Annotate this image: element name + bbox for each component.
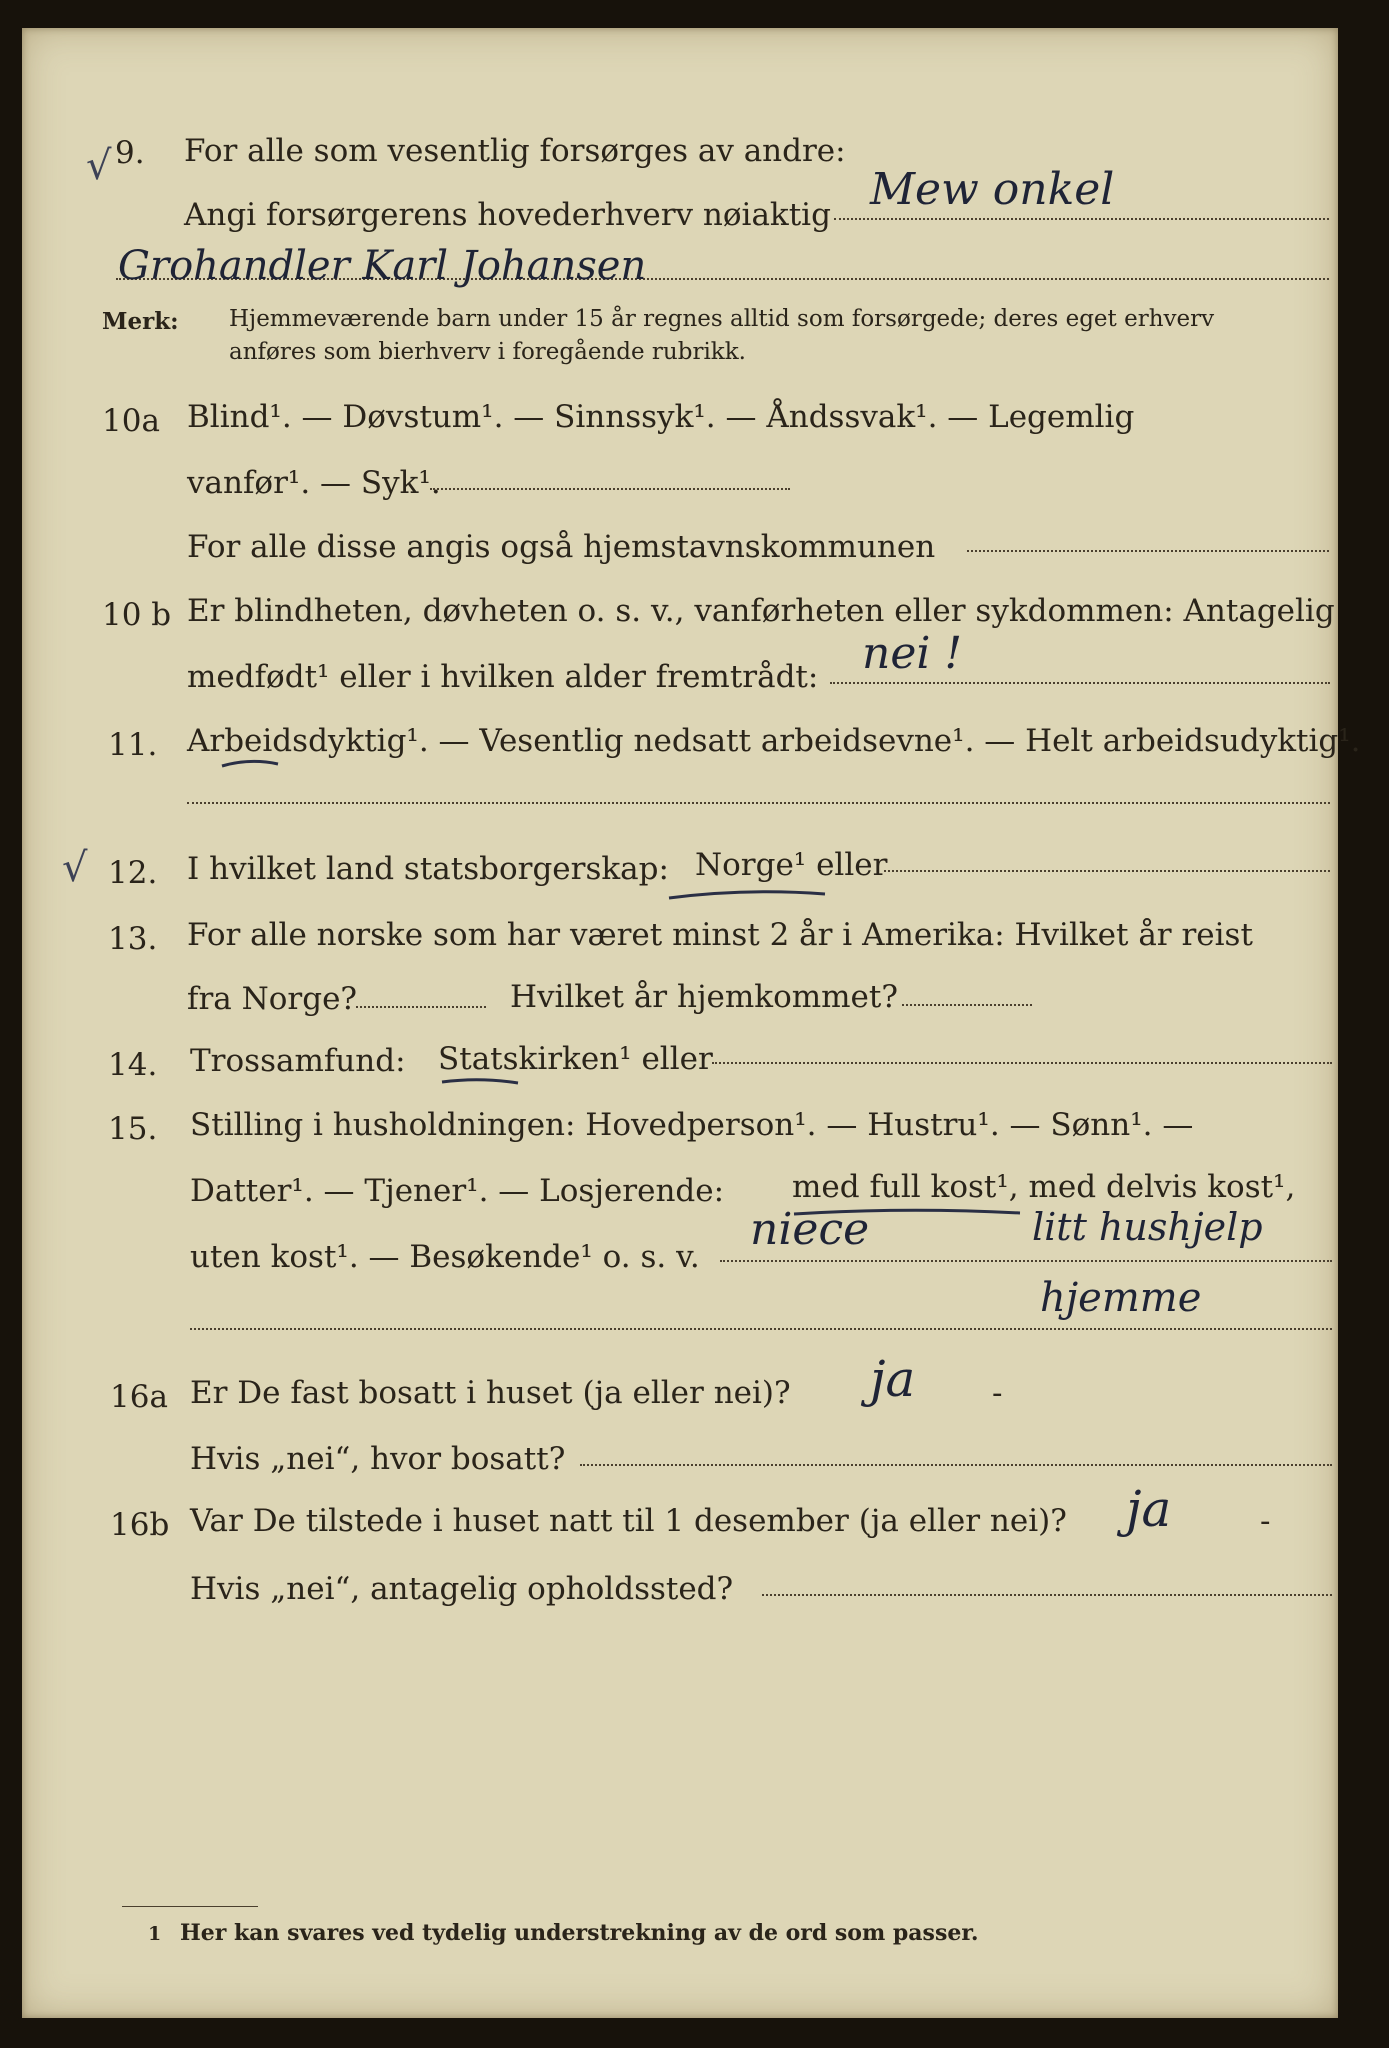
q11-line1: Arbeidsdyktig¹. — Vesentlig nedsatt arbeidsevne¹. — Helt arbeidsudyktig¹.: [187, 723, 1361, 759]
q15-line2-b: med full kost¹, med delvis kost¹,: [792, 1169, 1296, 1205]
footnote-mark: 1: [148, 1923, 162, 1945]
q15-handwritten-answer2: litt hushjelp: [1032, 1205, 1263, 1249]
q12-underline-mark: [667, 884, 827, 904]
q16b-line1: Var De tilstede i huset natt til 1 desember (ja eller nei)?: [190, 1503, 1067, 1539]
q14-underline-mark: [440, 1074, 520, 1088]
q14-answer-line: [712, 1062, 1332, 1064]
q16a-line1: Er De fast bosatt i huset (ja eller nei)?: [190, 1375, 791, 1411]
q13-departure-line: [356, 1006, 486, 1008]
q16a-answer-line: [580, 1464, 1332, 1466]
q16b-answer-dash: -: [1260, 1503, 1271, 1539]
q16a-number: 16a: [110, 1379, 168, 1415]
q15-handwritten-answer1: niece: [750, 1204, 870, 1255]
q9-handwritten-answer2: Grohandler Karl Johansen: [118, 243, 647, 289]
q10a-home-line: [967, 550, 1329, 552]
q10a-line2: vanfør¹. — Syk¹.: [187, 465, 441, 501]
q12-text-a: I hvilket land statsborgerskap:: [187, 851, 669, 887]
q9-line1: For alle som vesentlig forsørges av andre:: [184, 133, 846, 169]
q16a-line2: Hvis „nei“, hvor bosatt?: [190, 1441, 566, 1477]
q12-text-b: Norge¹ eller: [695, 847, 888, 883]
q15-answer-line: [720, 1260, 1332, 1262]
footnote-text: Her kan svares ved tydelig understrekning av de ord som passer.: [180, 1920, 979, 1946]
q10a-number: 10a: [102, 403, 160, 439]
q9-handwritten-answer1: Mew onkel: [870, 164, 1115, 215]
merk-line1: Hjemmeværende barn under 15 år regnes alltid som forsørgede; deres eget erhverv: [229, 306, 1215, 332]
q16a-answer-dash: -: [992, 1375, 1003, 1411]
q12-number: 12.: [108, 855, 158, 891]
q16b-line2: Hvis „nei“, antagelig opholdssted?: [190, 1571, 734, 1607]
q10b-number: 10 b: [102, 597, 172, 633]
q13-return-line: [902, 1004, 1032, 1006]
q14-text-b: Statskirken¹ eller: [438, 1041, 713, 1077]
q10a-answer-line: [430, 488, 790, 490]
q13-number: 13.: [108, 921, 158, 957]
q12-answer-line: [884, 870, 1330, 872]
q10b-line1: Er blindheten, døvheten o. s. v., vanførheten eller sykdommen: Antagelig: [187, 593, 1335, 629]
q9-line2: Angi forsørgerens hovederhverv nøiaktig: [184, 197, 831, 233]
q14-number: 14.: [108, 1047, 158, 1083]
q10b-answer-line: [830, 682, 1330, 684]
q13-line2-b: Hvilket år hjemkommet?: [510, 979, 898, 1015]
merk-line2: anføres som bierhverv i foregående rubrikk.: [229, 339, 746, 365]
footnote-rule: [122, 1906, 258, 1907]
q15-line2-a: Datter¹. — Tjener¹. — Losjerende:: [190, 1173, 725, 1209]
q11-answer-line: [187, 802, 1330, 804]
q9-number: 9.: [115, 135, 145, 171]
q10b-handwritten-answer: nei !: [862, 628, 963, 679]
q11-number: 11.: [108, 727, 158, 763]
q16b-number: 16b: [110, 1507, 170, 1543]
q16b-handwritten-answer: ja: [1126, 1480, 1172, 1538]
check-mark-12: √: [62, 845, 88, 891]
check-mark-9: √: [86, 143, 112, 189]
q16b-answer-line: [762, 1594, 1332, 1596]
q16a-handwritten-answer: ja: [870, 1350, 916, 1408]
q13-line2-a: fra Norge?: [187, 981, 358, 1017]
q15-handwritten-answer3: hjemme: [1040, 1275, 1202, 1321]
q15-number: 15.: [108, 1111, 158, 1147]
q15-line1: Stilling i husholdningen: Hovedperson¹. — Hustru¹. — Sønn¹. —: [190, 1107, 1194, 1143]
q10a-line1: Blind¹. — Døvstum¹. — Sinnssyk¹. — Åndssvak¹. — Legemlig: [187, 399, 1135, 435]
q15-answer-line2: [190, 1328, 1332, 1330]
q14-text-a: Trossamfund:: [190, 1043, 406, 1079]
q10a-line3: For alle disse angis også hjemstavnskommunen: [187, 529, 936, 565]
q10b-line2: medfødt¹ eller i hvilken alder fremtrådt:: [187, 659, 819, 695]
q13-line1: For alle norske som har været minst 2 år i Amerika: Hvilket år reist: [187, 917, 1253, 953]
merk-label: Merk:: [102, 308, 179, 335]
q9-answer-line1: [834, 218, 1329, 220]
census-form-page: [22, 28, 1361, 2018]
q15-line3: uten kost¹. — Besøkende¹ o. s. v.: [190, 1239, 700, 1275]
q11-underline-mark: [220, 756, 280, 770]
